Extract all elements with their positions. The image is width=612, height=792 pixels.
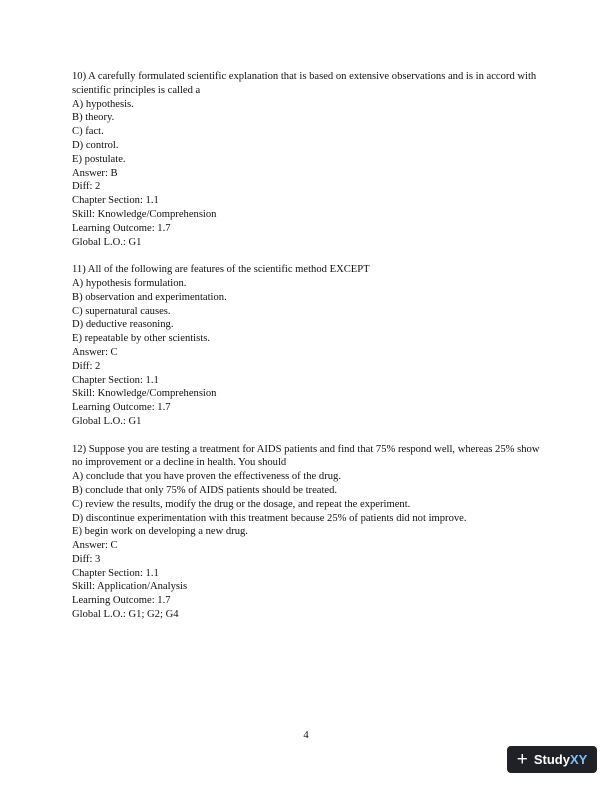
learning-outcome: Learning Outcome: 1.7 bbox=[72, 402, 171, 414]
global-lo: Global L.O.: G1 bbox=[72, 415, 142, 427]
learning-outcome: Learning Outcome: 1.7 bbox=[72, 222, 171, 234]
badge-prefix: Study bbox=[533, 752, 570, 767]
option-e: E) postulate. bbox=[72, 153, 126, 165]
option-c: C) review the results, modify the drug or the dosage, and repeat the experiment. bbox=[72, 498, 411, 510]
global-lo: Global L.O.: G1; G2; G4 bbox=[72, 609, 179, 621]
studyxy-badge[interactable] bbox=[507, 746, 597, 773]
question-stem: 12) Suppose you are testing a treatment for AIDS patients and find that 75% respond well, whereas 25% show no improvement or a decline in health. You should bbox=[72, 443, 540, 469]
difficulty: Diff: 2 bbox=[72, 181, 101, 193]
skill: Skill: Knowledge/Comprehension bbox=[72, 388, 217, 400]
option-e: E) begin work on developing a new drug. bbox=[72, 526, 248, 538]
page-number: 4 bbox=[303, 730, 309, 741]
learning-outcome: Learning Outcome: 1.7 bbox=[72, 595, 171, 607]
option-b: B) conclude that only 75% of AIDS patients should be treated. bbox=[72, 484, 338, 496]
chapter-section: Chapter Section: 1.1 bbox=[72, 567, 159, 579]
answer: Answer: B bbox=[72, 167, 118, 179]
option-d: D) deductive reasoning. bbox=[72, 319, 174, 331]
option-a: A) conclude that you have proven the effectiveness of the drug. bbox=[72, 471, 341, 483]
option-a: A) hypothesis. bbox=[72, 98, 134, 110]
badge-suffix: XY bbox=[569, 752, 588, 767]
question-11 bbox=[72, 263, 552, 429]
chapter-section: Chapter Section: 1.1 bbox=[72, 195, 159, 207]
option-b: B) observation and experimentation. bbox=[72, 291, 227, 303]
question-list bbox=[72, 70, 552, 636]
plus-icon: + bbox=[516, 749, 528, 770]
difficulty: Diff: 2 bbox=[72, 360, 101, 372]
question-12 bbox=[72, 443, 552, 622]
answer: Answer: C bbox=[72, 540, 118, 552]
chapter-section: Chapter Section: 1.1 bbox=[72, 374, 159, 386]
option-e: E) repeatable by other scientists. bbox=[72, 333, 210, 345]
global-lo: Global L.O.: G1 bbox=[72, 236, 142, 248]
answer: Answer: C bbox=[72, 346, 118, 358]
difficulty: Diff: 3 bbox=[72, 553, 101, 565]
option-c: C) supernatural causes. bbox=[72, 305, 171, 317]
option-d: D) control. bbox=[72, 139, 119, 151]
skill: Skill: Knowledge/Comprehension bbox=[72, 208, 217, 220]
option-c: C) fact. bbox=[72, 126, 104, 138]
skill: Skill: Application/Analysis bbox=[72, 581, 188, 593]
question-10 bbox=[72, 70, 552, 249]
option-b: B) theory. bbox=[72, 112, 115, 124]
question-stem: 10) A carefully formulated scientific explanation that is based on extensive observations and is in accord with scientific principles is called a bbox=[72, 71, 537, 96]
option-a: A) hypothesis formulation. bbox=[72, 277, 187, 289]
option-d: D) discontinue experimentation with this treatment because 25% of patients did not improve. bbox=[72, 512, 467, 524]
question-stem: 11) All of the following are features of the scientific method EXCEPT bbox=[72, 264, 370, 276]
